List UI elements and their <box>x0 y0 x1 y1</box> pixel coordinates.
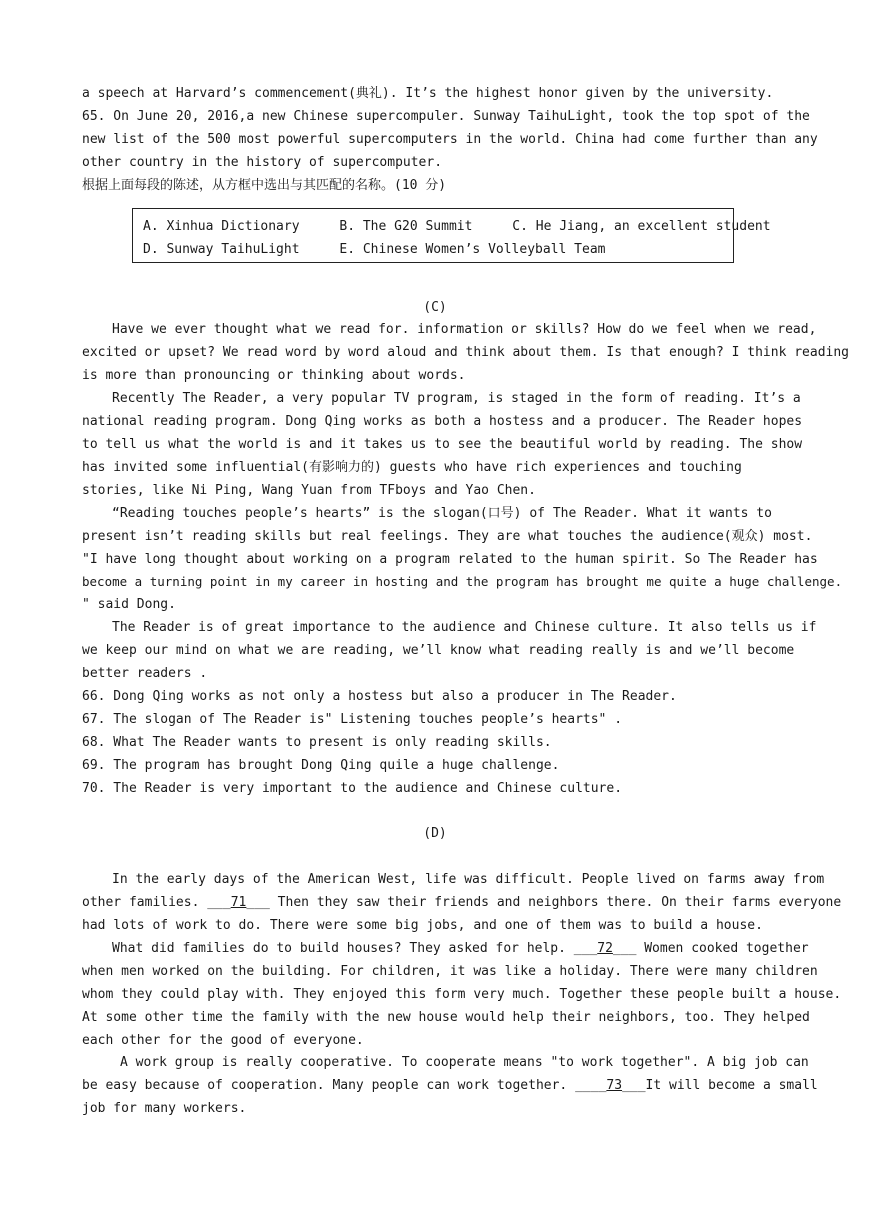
text-line: whom they could play with. They enjoyed this form very much. Together these people built a house. <box>82 986 842 1002</box>
options-row <box>143 238 723 261</box>
text-line: “Reading touches people’s hearts” is the slogan(口号) of The Reader. What it wants to <box>112 505 772 521</box>
text-span: Women cooked together <box>636 940 809 956</box>
blank-73: ____73___ <box>575 1078 646 1094</box>
text-line: to tell us what the world is and it takes us to see the beautiful world by reading. The show <box>82 436 803 452</box>
text-line: The Reader is of great importance to the audience and Chinese culture. It also tells us if <box>112 620 817 636</box>
text-line: At some other time the family with the new house would help their neighbors, too. They helped <box>82 1009 810 1025</box>
text-line: new list of the 500 most powerful supercomputers in the world. China had come further than any <box>82 131 818 147</box>
text-line <box>82 938 809 961</box>
question-69: 69. The program has brought Dong Qing quile a huge challenge. <box>82 757 560 773</box>
text-line <box>82 892 842 915</box>
text-line: other country in the history of supercomputer. <box>82 154 443 170</box>
text-span: other families. <box>82 895 208 911</box>
text-line: stories, like Ni Ping, Wang Yuan from TFboys and Yao Chen. <box>82 482 536 498</box>
options-row <box>143 215 771 238</box>
blank-number: 72 <box>597 940 613 956</box>
text-line: a speech at Harvard’s commencement(典礼). It’s the highest honor given by the university. <box>82 86 774 101</box>
option-b: B. The G20 Summit <box>339 218 473 234</box>
text-line: become a turning point in my career in hosting and the program has brought me quite a huge challenge. <box>82 574 843 590</box>
text-line: "I have long thought about working on a program related to the human spirit. So The Reader has <box>82 551 818 567</box>
text-line: when men worked on the building. For children, it was like a holiday. There were many children <box>82 963 818 979</box>
text-span: Then they saw their friends and neighbors there. On their farms everyone <box>269 895 842 911</box>
text-span: be easy because of cooperation. Many people can work together. <box>82 1078 576 1094</box>
instruction-line: 根据上面每段的陈述，从方框中选出与其匹配的名称。(10 分) <box>82 177 447 193</box>
question-68: 68. What The Reader wants to present is only reading skills. <box>82 734 552 750</box>
text-line: Recently The Reader, a very popular TV program, is staged in the form of reading. It’s a <box>112 391 801 407</box>
option-c: C. He Jiang, an excellent student <box>512 218 771 234</box>
blank-72: ___72___ <box>573 940 637 956</box>
option-e: E. Chinese Women’s Volleyball Team <box>339 241 606 257</box>
text-line <box>82 1075 818 1098</box>
question-70: 70. The Reader is very important to the audience and Chinese culture. <box>82 780 623 796</box>
text-line: national reading program. Dong Qing works as both a hostess and a producer. The Reader hopes <box>82 414 803 430</box>
text-span: What did families do to build houses? They asked for help. <box>112 940 574 956</box>
text-line: present isn’t reading skills but real feelings. They are what touches the audience(观众) most. <box>82 528 813 544</box>
text-line: In the early days of the American West, life was difficult. People lived on farms away from <box>112 872 825 888</box>
blank-number: 73 <box>606 1078 623 1094</box>
text-span: It will become a small <box>645 1078 818 1094</box>
text-line: excited or upset? We read word by word aloud and think about them. Is that enough? I think reading <box>82 345 850 361</box>
text-line: each other for the good of everyone. <box>82 1032 364 1048</box>
option-d: D. Sunway TaihuLight <box>143 241 300 257</box>
text-line: we keep our mind on what we are reading, we’ll know what reading really is and we’ll become <box>82 643 795 659</box>
question-65: 65. On June 20, 2016,a new Chinese supercompuler. Sunway TaihuLight, took the top spot of the <box>82 108 810 124</box>
question-66: 66. Dong Qing works as not only a hostess but also a producer in The Reader. <box>82 688 677 704</box>
text-line: " said Dong. <box>82 597 176 613</box>
text-line: A work group is really cooperative. To cooperate means "to work together". A big job can <box>120 1055 809 1071</box>
section-heading-d: (D) <box>423 826 447 842</box>
text-line: is more than pronouncing or thinking about words. <box>82 368 466 384</box>
blank-number: 71 <box>230 895 247 911</box>
text-line: better readers . <box>82 666 208 682</box>
options-box <box>132 208 771 263</box>
option-a: A. Xinhua Dictionary <box>143 218 300 234</box>
text-line: Have we ever thought what we read for. information or skills? How do we feel when we read, <box>112 322 817 338</box>
text-line: job for many workers. <box>82 1101 247 1117</box>
text-line: had lots of work to do. There were some big jobs, and one of them was to build a house. <box>82 917 763 933</box>
document-page <box>82 83 850 1121</box>
text-line: has invited some influential(有影响力的) guests who have rich experiences and touching <box>82 459 742 475</box>
question-67: 67. The slogan of The Reader is" Listening touches people’s hearts" . <box>82 711 623 727</box>
blank-71: ___71___ <box>207 895 270 911</box>
section-heading-c: (C) <box>423 299 447 315</box>
